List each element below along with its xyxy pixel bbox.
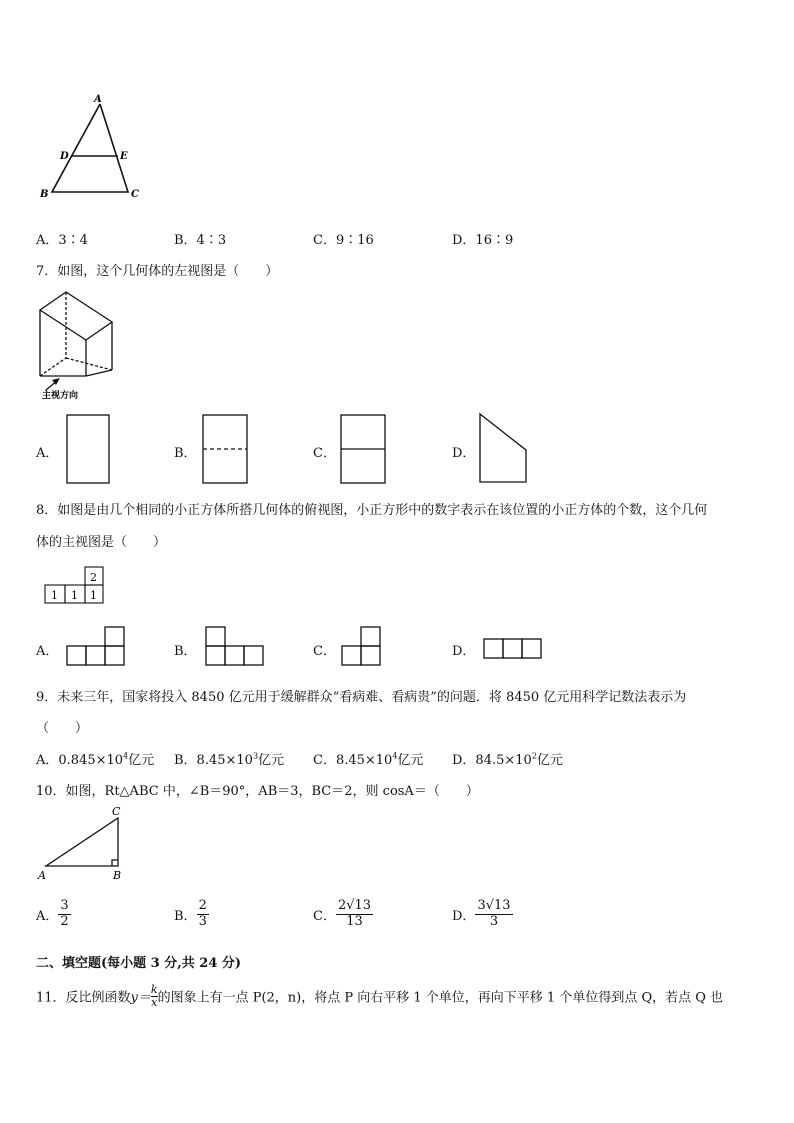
q10-option-c: C． $\frac{2√13}{13}$ bbox=[313, 898, 372, 929]
label-e: E bbox=[120, 151, 128, 162]
top-view-grid bbox=[44, 566, 108, 606]
prism-figure bbox=[36, 290, 146, 405]
label-c: C bbox=[131, 189, 139, 200]
grid-number-1: 1 bbox=[51, 589, 58, 602]
q9-option-d: D．$84.5\times 10^2$亿元 bbox=[452, 751, 563, 768]
label-d: D bbox=[60, 151, 69, 162]
grid-number-top: 2 bbox=[90, 571, 97, 584]
q8-option-a-shape bbox=[66, 626, 128, 668]
view-direction-caption: 主视方向 bbox=[42, 391, 79, 401]
q6-option-b: B．4∶3 bbox=[174, 233, 227, 248]
q7-option-c-shape bbox=[340, 414, 388, 486]
triangle-abc-figure bbox=[36, 92, 156, 202]
q6-option-c: C．9∶16 bbox=[313, 233, 374, 248]
q9-option-a: A．$0.845\times 10^4$亿元 bbox=[36, 751, 155, 768]
grid-number-2: 1 bbox=[71, 589, 78, 602]
q8-option-c-shape bbox=[341, 626, 385, 668]
q7-option-b-letter: B． bbox=[174, 446, 197, 461]
q8-option-d-shape bbox=[483, 638, 547, 662]
label-b: B bbox=[40, 189, 49, 200]
q8-option-a-letter: A． bbox=[36, 644, 59, 659]
q6-option-d: D．16∶9 bbox=[452, 233, 514, 248]
label-a: A bbox=[94, 94, 102, 105]
q7-option-c-letter: C． bbox=[313, 446, 336, 461]
q8-option-b-letter: B． bbox=[174, 644, 197, 659]
q10-stem: 10．如图，Rt△ABC 中，∠B＝90°，AB＝3，BC＝2，则 cosA＝（ ） bbox=[36, 784, 479, 799]
q10-option-d: D． $\frac{3√13}{3}$ bbox=[452, 898, 511, 929]
section-heading: 二、填空题(每小题 3 分,共 24 分) bbox=[36, 956, 242, 971]
right-triangle-figure bbox=[36, 802, 136, 882]
q8-option-d-letter: D． bbox=[452, 644, 476, 659]
q9-option-c: C．$8.45\times 10^4$亿元 bbox=[313, 751, 424, 768]
q9-option-b: B．$8.45\times 10^3$亿元 bbox=[174, 751, 285, 768]
q7-option-a-shape bbox=[66, 414, 112, 486]
q10-option-a: A． $\frac{3}{2}$ bbox=[36, 898, 69, 929]
q10-option-b: B． $\frac{2}{3}$ bbox=[174, 898, 207, 929]
label-b: B bbox=[113, 869, 122, 882]
q8-option-c-letter: C． bbox=[313, 644, 336, 659]
q6-option-a: A．3∶4 bbox=[36, 233, 88, 248]
q7-stem: 7．如图，这个几何体的左视图是（ ） bbox=[36, 264, 279, 279]
q7-option-d-shape bbox=[478, 412, 530, 486]
q7-option-b-shape bbox=[202, 414, 250, 486]
label-c: C bbox=[112, 805, 121, 818]
label-a: A bbox=[38, 869, 46, 882]
q8-stem-line2: 体的主视图是（ ） bbox=[36, 535, 167, 550]
q9-stem-line2: （ ） bbox=[36, 721, 89, 736]
q8-stem-line1: 8．如图是由几个相同的小正方体所搭几何体的俯视图，小正方形中的数字表示在该位置的小正方体的个数，这个几何 bbox=[36, 503, 708, 518]
q7-option-d-letter: D． bbox=[452, 446, 476, 461]
q9-stem-line1: 9．未来三年，国家将投入 8450 亿元用于缓解群众“看病难、看病贵”的问题．将 8450 亿元用科学记数法表示为 bbox=[36, 690, 687, 705]
q8-option-b-shape bbox=[205, 626, 267, 668]
q11-stem: 11．反比例函数y＝ $\frac{k}{x}$ 的图象上有一点 P(2，n)，将点 P 向右平移 1 个单位，再向下平移 1 个单位得到点 Q，若点 Q 也 bbox=[36, 983, 724, 1009]
q7-option-a-letter: A． bbox=[36, 446, 59, 461]
grid-number-3: 1 bbox=[90, 589, 97, 602]
